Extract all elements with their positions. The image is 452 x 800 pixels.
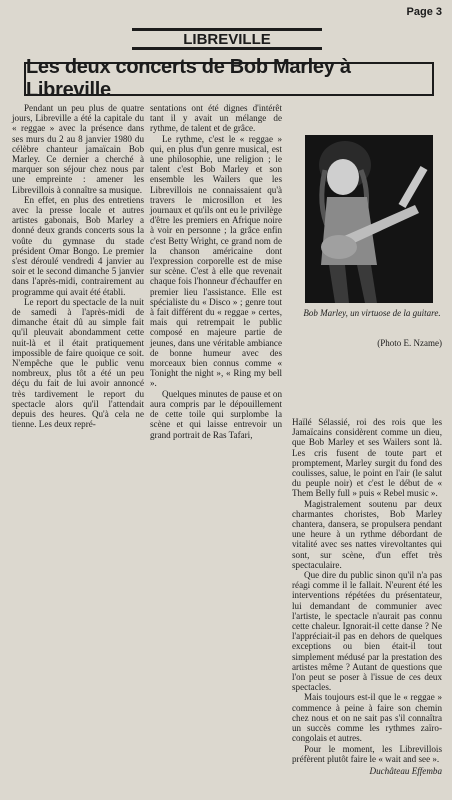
paragraph: Le report du spectacle de la nuit de samedi à l'après-midi de dimanche était dû au simple fait qu'il pleuvait abondamment cette nuit-là et il était pratiquement impossible de faire quoique ce soit. N'empêche que le public venu nombreux, plus tôt a été un peu déçu du fait de lui avoir annoncé très tardivement le report du spectacle alors qu'il l'attendait depuis des heures. Qu'à cela ne tienne. Les deux repré- <box>12 296 144 430</box>
page-number: Page 3 <box>406 6 442 18</box>
paragraph: En effet, en plus des entretiens avec la presse locale et autres artistes gabonais, Bob Marley a donné deux grands concerts sous la voûte du gymnase du stade président Omar Bongo. Le premier s'est déroulé vendredi 4 janvier au soir et le second dimanche 5 janvier dans l'après-midi, contrairement au programme qui avait été établi. <box>12 194 144 297</box>
paragraph: Que dire du public sinon qu'il n'a pas réagi comme il le fallait. N'eurent été les interventions répétées du présentateur, lui demandant de communier avec l'artiste, le spectacle n'aurait pas connu cette chaleur. Ignorait-il cette danse ? Ne l'appréciait-il pas en dehors de quelques exceptions ou bien était-il tout simplement médusé par la prestation des artistes même ? Autant de questions que l'on peut se poser à l'issue de ces deux spectacles. <box>292 570 442 693</box>
article-column-2 <box>150 103 282 440</box>
article-column-3 <box>292 417 442 776</box>
author-signature: Duchâteau Effemba <box>369 765 442 776</box>
paragraph: sentations ont été dignes d'intérêt tant il y avait un mélange de rythme, de talent et de grâce. <box>150 103 282 134</box>
photo-credit: (Photo E. Nzame) <box>377 338 442 348</box>
paragraph: Pendant un peu plus de quatre jours, Libreville a été la capitale du « reggae » avec la présence dans ses murs du 2 au 8 janvier 1980 du célèbre chanteur jamaïcain Bob Marley. Ce dernier a cherché à marquer son séjour chez nous par une empreinte : amener les Librevillois à connaître sa musique. <box>12 103 144 195</box>
paragraph: Le rythme, c'est le « reggae » qui, en plus d'un genre musical, est une philosophie, une religion ; le talent c'est Bob Marley et son ensemble les Wailers que les Librevillois ne connaissaient qu'à travers le microsillon et les journaux et qu'ils ont eu le privilège d'être les premiers en Afrique noire à voir en personne ; la grâce enfin c'est Betty Wright, ce grand nom de la chanson américaine dont l'expression corporelle est de mise sur scène. C'est à elle que revenait chaque fois l'honneur d'échauffer en premier lieu l'assistance. Elle est spécialiste du « Disco » ; genre tout à fait différent du « reggae » certes, mais qui retrempait le public composé en majeure partie de jeunes, dans une véritable ambiance de bonne humeur avec des morceaux bien connus comme « Tonight the night », « Ring my bell ». <box>150 133 282 389</box>
bob-marley-photo <box>305 135 433 303</box>
paragraph: Magistralement soutenu par deux charmantes choristes, Bob Marley chantera, dansera, se propulsera pendant une heure à un rythme débordant de vitalité avec ses nattes virevoltantes qui sont, sur scène, d'un effet très spectaculaire. <box>292 498 442 570</box>
paragraph: Pour le moment, les Librevillois préfèrent plutôt faire le « wait and see ». <box>292 743 442 764</box>
article-column-1 <box>12 103 144 430</box>
photo-caption: Bob Marley, un virtuose de la guitare. <box>303 308 441 318</box>
paragraph: Mais toujours est-il que le « reggae » commence à peine à faire son chemin chez nous et on ne sait pas s'il connaîtra un succès comme les rythmes zaïro-congolais et autres. <box>292 692 442 744</box>
section-header: LIBREVILLE <box>132 28 322 50</box>
paragraph: Quelques minutes de pause et on aura compris par le dépouillement de cette toile qui surplombe la scène et qui laisse entrevoir un grand portrait de Ras Tafari, <box>150 388 282 440</box>
paragraph: Haïlé Sélassié, roi des rois que les Jamaïcains considèrent comme un dieu, que Bob Marley et ses Wailers sont là. Les cris fusent de toute part et promptement, Marley surgit du fond des coulisses, salue, le point en l'air (le salut du peuple noir) et c'est le début de « Them Belly full » puis « Rebel music ». <box>292 417 442 499</box>
guitarist-figure-image <box>305 135 433 303</box>
article-title: Les deux concerts de Bob Marley à Libreville <box>24 62 434 96</box>
